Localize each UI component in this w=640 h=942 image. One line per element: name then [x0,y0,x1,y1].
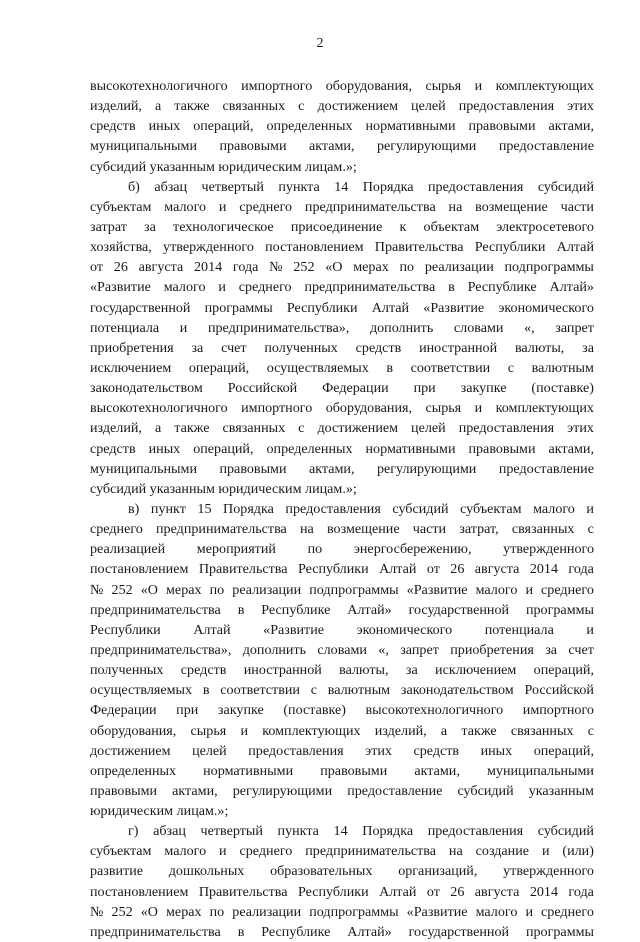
text-line: приобретения за счет полученных средств иностранной валюты, за [90,339,594,356]
text-line: достижением целей предоставления этих средств иных операций, [90,742,594,759]
document-body [90,76,594,942]
text-line: субъектам малого и среднего предпринимательства на создание и (или) [90,843,594,860]
text-line: субъектам малого и среднего предпринимательства на возмещение части [90,198,594,215]
text-line: в) пункт 15 Порядка предоставления субсидий субъектам малого и [128,500,594,517]
text-line: б) абзац четвертый пункта 14 Порядка предоставления субсидий [128,178,594,195]
text-line: развитие дошкольных образовательных организаций, утвержденного [90,863,594,880]
paragraph-item-b [90,177,594,499]
text-line: средств иных операций, определенных нормативными правовыми актами, [90,118,594,135]
text-line: постановлением Правительства Республики Алтай от 26 августа 2014 года [90,883,594,900]
text-line: полученных средств иностранной валюты, за исключением операций, [90,662,594,679]
text-line: № 252 «О мерах по реализации подпрограммы «Развитие малого и среднего [90,581,594,598]
text-line: государственной программы Республики Алтай «Развитие экономического [90,299,594,316]
text-line: средств иных операций, определенных нормативными правовыми актами, [90,440,594,457]
text-line: предпринимательства в Республике Алтай» государственной программы [90,601,594,618]
paragraph-item-g [90,821,594,942]
text-line: осуществляемых в соответствии с валютным законодательством Российской [90,682,594,699]
text-line: предпринимательства», дополнить словами «, запрет приобретения за счет [90,641,594,658]
text-line: реализацией мероприятий по энергосбережению, утвержденного [90,541,594,558]
text-line: хозяйства, утвержденного постановлением Правительства Республики Алтай [90,239,594,256]
paragraph-item-v [90,499,594,821]
text-line: предпринимательства в Республике Алтай» государственной программы [90,923,594,940]
text-line: субсидий указанным юридическим лицам.»; [90,480,357,497]
text-line: «Развитие малого и среднего предпринимательства в Республике Алтай» [90,279,594,296]
text-line: субсидий указанным юридическим лицам.»; [90,158,357,175]
text-line: Республики Алтай «Развитие экономического потенциала и [90,621,594,638]
paragraph-continuation [90,76,594,177]
text-line: среднего предпринимательства на возмещение части затрат, связанных с [90,521,594,538]
text-line: № 252 «О мерах по реализации подпрограммы «Развитие малого и среднего [90,903,594,920]
text-line: Федерации при закупке (поставке) высокотехнологичного импортного [90,702,594,719]
text-line: изделий, а также связанных с достижением целей предоставления этих [90,98,594,115]
text-line: высокотехнологичного импортного оборудования, сырья и комплектующих [90,78,594,94]
page-number: 2 [316,36,324,51]
text-line: правовыми актами, регулирующими предоставление субсидий указанным [90,782,594,799]
text-line: законодательством Российской Федерации при закупке (поставке) [90,380,594,397]
text-line: определенных нормативными правовыми актами, муниципальными [90,762,594,779]
text-line: постановлением Правительства Республики Алтай от 26 августа 2014 года [90,561,594,578]
text-line: оборудования, сырья и комплектующих изделий, а также связанных с [90,722,594,739]
text-line: исключением операций, осуществляемых в соответствии с валютным [90,359,594,376]
text-line: высокотехнологичного импортного оборудования, сырья и комплектующих [90,400,594,417]
text-line: потенциала и предпринимательства», дополнить словами «, запрет [90,319,594,336]
text-line: юридическим лицам.»; [90,803,229,820]
text-line: от 26 августа 2014 года № 252 «О мерах по реализации подпрограммы [90,259,594,276]
text-line: муниципальными правовыми актами, регулирующими предоставление [90,460,594,477]
text-line: муниципальными правовыми актами, регулирующими предоставление [90,138,594,155]
text-line: изделий, а также связанных с достижением целей предоставления этих [90,420,594,437]
text-line: затрат за технологическое присоединение к объектам электросетевого [90,218,594,235]
text-line: г) абзац четвертый пункта 14 Порядка предоставления субсидий [128,823,594,840]
